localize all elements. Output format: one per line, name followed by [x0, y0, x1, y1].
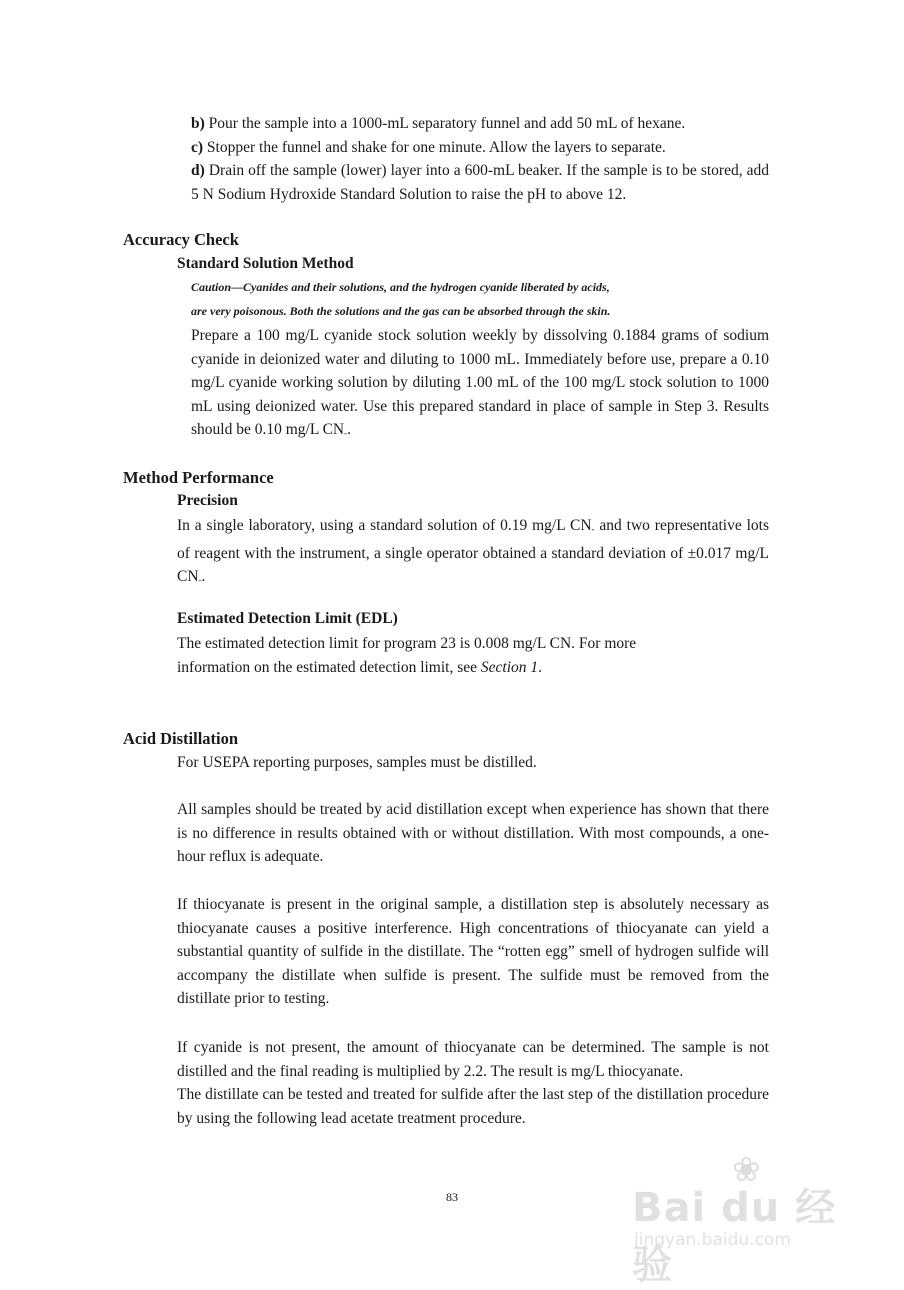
step-b-text: Pour the sample into a 1000-mL separatory funnel and add 50 mL of hexane. [204, 115, 686, 132]
edl-end: . [538, 658, 543, 676]
step-c [191, 136, 769, 160]
precision-body [177, 514, 769, 593]
standard-solution-end: . [347, 421, 352, 438]
precision-text-2: and two representative lots of reagent with the instrument, a single operator obtained a standard deviation of ±0.017 mg/L CN [177, 517, 769, 585]
standard-solution-body [191, 324, 769, 446]
cn-charge-2: - [198, 575, 202, 585]
distillation-para-1: For USEPA reporting purposes, samples must be distilled. [177, 754, 537, 771]
step-b-label: b) [191, 115, 205, 132]
edl-line-1: The estimated detection limit for program 23 is 0.008 mg/L CN. For more [177, 635, 637, 652]
standard-solution-text: Prepare a 100 mg/L cyanide stock solution weekly by dissolving 0.1884 grams of sodium cyanide in deionized water and diluting to 1000 mL. Immediately before use, prepare a 0.10 mg/L cyanide working solution by diluting 1.00 mL of the 100 mg/L stock solution to 1000 mL using deionized water. Use this prepared standard in place of sample in Step 3. Results should be 0.10 mg/L CN [191, 327, 769, 438]
standard-solution-heading: Standard Solution Method [177, 255, 354, 272]
watermark-url: jingyan.baidu.com [634, 1230, 791, 1250]
cn-charge-1: - [591, 524, 595, 534]
accuracy-check-heading: Accuracy Check [123, 230, 239, 249]
precision-heading: Precision [177, 492, 238, 509]
caution-line-1: Caution—Cyanides and their solutions, and the hydrogen cyanide liberated by acids, [191, 280, 610, 294]
distillation-para-4a: If cyanide is not present, the amount of thiocyanate can be determined. The sample is not distilled and the final reading is multiplied by 2.2. The result is mg/L thiocyanate. [177, 1039, 769, 1080]
edl-heading: Estimated Detection Limit (EDL) [177, 610, 398, 627]
page-number: 83 [446, 1190, 458, 1204]
step-c-text: Stopper the funnel and shake for one minute. Allow the layers to separate. [203, 138, 666, 156]
distillation-para-2: All samples should be treated by acid distillation except when experience has shown that there is no difference in results obtained with or without distillation. With most compounds, a one-hour reflux is adequate. [177, 801, 769, 865]
step-d [191, 159, 769, 206]
edl-body [177, 632, 769, 679]
step-b [191, 112, 769, 136]
edl-line-2: information on the estimated detection limit, see [177, 658, 481, 676]
step-d-label: d) [191, 162, 205, 179]
precision-text-1: In a single laboratory, using a standard solution of 0.19 mg/L CN [177, 517, 592, 534]
step-d-text: Drain off the sample (lower) layer into a 600-mL beaker. If the sample is to be stored, add 5 N Sodium Hydroxide Standard Solution to raise the pH to above 12. [191, 162, 769, 203]
distillation-para-3: If thiocyanate is present in the original sample, a distillation step is absolutely necessary as thiocyanate causes a positive interference. High concentrations of thiocyanate can yield a substantial quantity of sulfide in the distillate. The “rotten egg” smell of hydrogen sulfide will accompany the distillate when sulfide is present. The sulfide must be removed from the distillate prior to testing. [177, 896, 769, 1007]
procedure-steps [191, 112, 769, 206]
acid-distillation-heading: Acid Distillation [123, 729, 239, 748]
precision-end: . [201, 568, 206, 585]
caution-line-2: are very poisonous. Both the solutions and the gas can be absorbed through the skin. [191, 304, 611, 318]
method-performance-heading: Method Performance [123, 468, 274, 487]
cn-charge: - [344, 428, 348, 438]
paw-icon: ❀ [732, 1150, 761, 1190]
edl-section-ref: Section 1 [480, 658, 539, 676]
distillation-para-4b: The distillate can be tested and treated for sulfide after the last step of the distillation procedure by using the following lead acetate treatment procedure. [177, 1086, 769, 1127]
step-c-label: c) [191, 138, 204, 156]
watermark-brand: Bai du 经验 [632, 1185, 837, 1288]
baidu-watermark [632, 1148, 852, 1288]
